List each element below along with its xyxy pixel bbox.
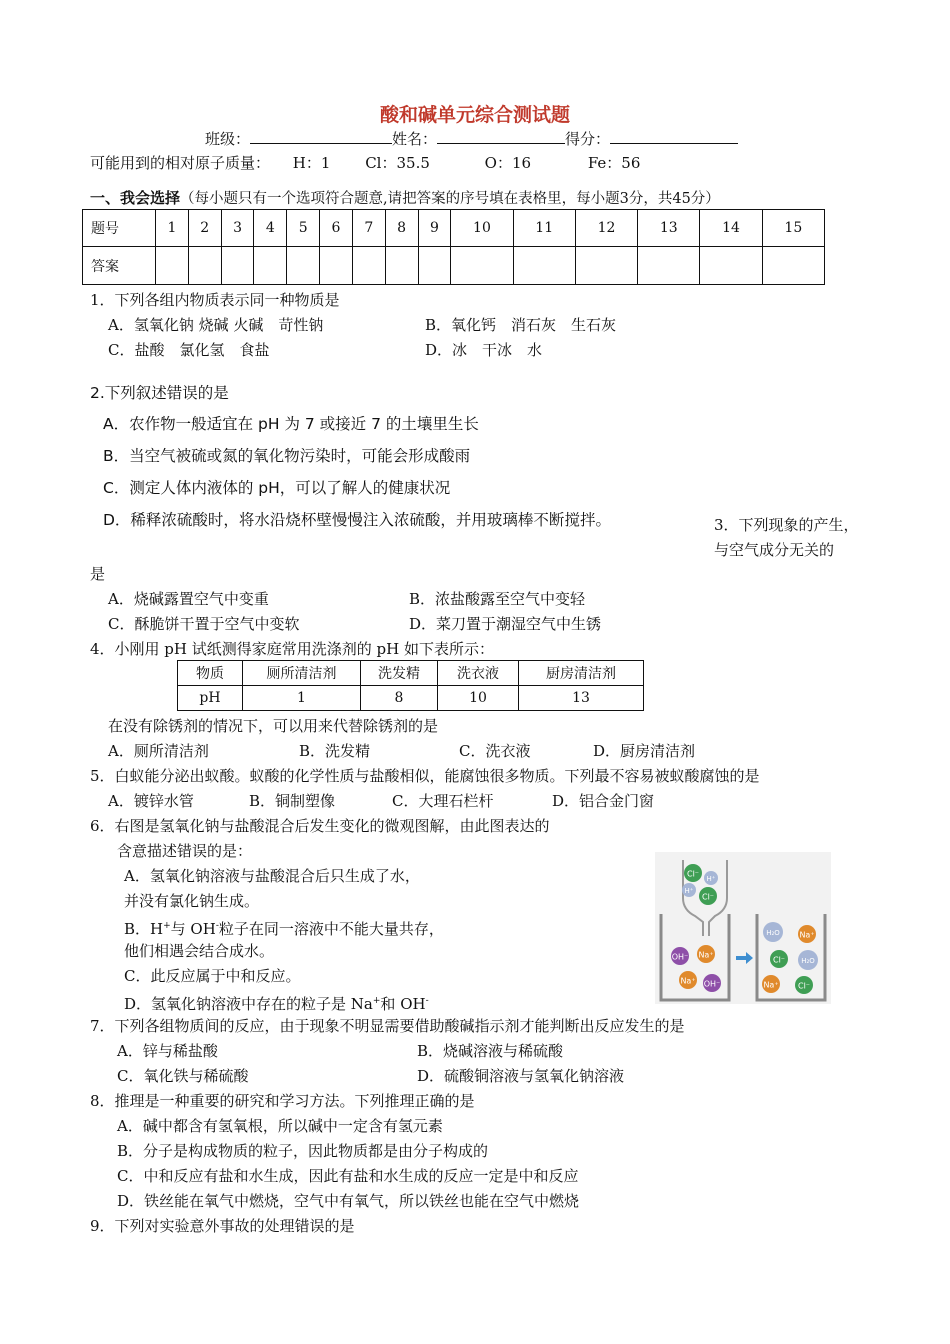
q4-header-cell: 厨房清洁剂 xyxy=(519,661,644,686)
answer-cell[interactable] xyxy=(575,247,637,285)
answer-cell[interactable] xyxy=(221,247,254,285)
number-cell: 12 xyxy=(575,210,637,247)
q6-option-b-line2: 他们相遇会结合成水。 xyxy=(124,942,275,960)
section-one-instructions: （每小题只有一个选项符合题意,请把答案的序号填在表格里，每小题3分，共45分） xyxy=(180,191,720,207)
q8-option-d: D．铁丝能在氧气中燃烧，空气中有氧气，所以铁丝也能在空气中燃烧 xyxy=(117,1192,580,1210)
number-cell: 3 xyxy=(221,210,254,247)
class-blank[interactable] xyxy=(250,128,392,144)
q6-option-d xyxy=(124,991,429,1014)
number-cell: 1 xyxy=(156,210,189,247)
answer-cell[interactable] xyxy=(188,247,221,285)
q4-header-cell: 洗衣液 xyxy=(438,661,519,686)
q4-header-cell: 厕所清洁剂 xyxy=(243,661,361,686)
q4-question: 在没有除锈剂的情况下，可以用来代替除锈剂的是 xyxy=(108,717,439,735)
number-cell: 7 xyxy=(352,210,385,247)
q8-option-b: B．分子是构成物质的粒子，因此物质都是由分子构成的 xyxy=(117,1142,489,1160)
number-cell: 15 xyxy=(762,210,824,247)
ion-label: H⁺ xyxy=(706,875,716,883)
q7-option-c: C．氧化铁与稀硫酸 xyxy=(117,1067,249,1085)
answer-cell[interactable] xyxy=(156,247,189,285)
number-cell: 8 xyxy=(385,210,418,247)
q4-option-a: A．厕所清洁剂 xyxy=(108,742,209,760)
q6-d-mid: 和 OH xyxy=(380,995,426,1013)
q5-stem: 5．白蚁能分泌出蚁酸。蚁酸的化学性质与盐酸相似，能腐蚀很多物质。下列最不容易被蚁酸腐蚀的是 xyxy=(90,767,760,785)
mass-fe: Fe：56 xyxy=(587,154,641,172)
answer-cell[interactable] xyxy=(254,247,287,285)
number-cell: 4 xyxy=(254,210,287,247)
q3-option-d: D．菜刀置于潮湿空气中生锈 xyxy=(409,615,602,633)
q8-option-c: C．中和反应有盐和水生成，因此有盐和水生成的反应一定是中和反应 xyxy=(117,1167,579,1185)
q4-option-d: D．厨房清洁剂 xyxy=(593,742,696,760)
q3-stem-part2: 与空气成分无关的 xyxy=(714,541,835,559)
ion-label: H₂O xyxy=(801,957,815,965)
q9-stem: 9．下列对实验意外事故的处理错误的是 xyxy=(90,1217,355,1235)
ion-label: Cl⁻ xyxy=(797,981,811,991)
q1-option-a: A．氢氧化钠 烧碱 火碱 苛性钠 xyxy=(108,316,324,334)
q5-option-d: D．铝合金门窗 xyxy=(552,792,655,810)
q3-option-c: C．酥脆饼干置于空气中变软 xyxy=(108,615,300,633)
number-cell: 14 xyxy=(700,210,762,247)
neutralization-diagram xyxy=(655,852,831,1004)
ion-label: Cl⁻ xyxy=(686,869,700,879)
q3-option-b: B．浓盐酸露至空气中变轻 xyxy=(409,590,586,608)
ion-label: OH⁻ xyxy=(703,979,721,989)
q4-option-c: C．洗衣液 xyxy=(459,742,531,760)
score-blank[interactable] xyxy=(610,128,738,144)
q3-stem-part1: 3．下列现象的产生， xyxy=(714,516,859,534)
q8-stem: 8．推理是一种重要的研究和学习方法。下列推理正确的是 xyxy=(90,1092,475,1110)
q4-table-ph-row xyxy=(178,686,644,711)
q3-option-a: A．烧碱露置空气中变重 xyxy=(108,590,269,608)
q6-option-b-line1 xyxy=(124,916,444,939)
mass-o: O：16 xyxy=(484,154,532,172)
q5-option-b: B．铜制塑像 xyxy=(249,792,336,810)
q6-d-sup2: - xyxy=(425,996,429,1006)
q4-header-cell: 物质 xyxy=(178,661,243,686)
q6-b-suffix: 粒子在同一溶液中不能大量共存， xyxy=(218,920,444,938)
q6-b-prefix: B．H xyxy=(124,920,164,938)
number-cell: 5 xyxy=(287,210,320,247)
q7-option-a: A．锌与稀盐酸 xyxy=(117,1042,218,1060)
answer-cell[interactable] xyxy=(513,247,575,285)
name-blank[interactable] xyxy=(437,128,565,144)
q6-d-sup1: + xyxy=(372,996,381,1006)
answer-cell[interactable] xyxy=(352,247,385,285)
number-cell: 6 xyxy=(320,210,353,247)
answer-cell[interactable] xyxy=(451,247,513,285)
q2-stem: 2.下列叙述错误的是 xyxy=(90,384,229,402)
ion-label: Na⁺ xyxy=(763,980,779,990)
q6-option-a-line2: 并没有氯化钠生成。 xyxy=(124,892,260,910)
q1-option-b: B．氧化钙 消石灰 生石灰 xyxy=(425,316,617,334)
section-one-heading xyxy=(90,188,720,209)
q2-option-b: B．当空气被硫或氮的氧化物污染时，可能会形成酸雨 xyxy=(103,447,471,465)
mass-h: H：1 xyxy=(292,154,331,172)
q4-ph-cell: 10 xyxy=(438,686,519,711)
answer-cell[interactable] xyxy=(320,247,353,285)
q4-table-header-row xyxy=(178,661,644,686)
q2-option-c: C．测定人体内液体的 pH，可以了解人的健康状况 xyxy=(103,479,451,497)
answer-table-number-row xyxy=(83,210,825,247)
answer-cell[interactable] xyxy=(638,247,700,285)
ion-label: H₂O xyxy=(766,929,780,937)
q1-option-d: D．冰 干冰 水 xyxy=(425,341,543,359)
q5-option-a: A．镀锌水管 xyxy=(108,792,194,810)
number-cell: 2 xyxy=(188,210,221,247)
ion-label: Cl⁻ xyxy=(701,892,715,902)
q7-option-b: B．烧碱溶液与稀硫酸 xyxy=(417,1042,564,1060)
q4-option-b: B．洗发精 xyxy=(299,742,371,760)
answer-row-label: 答案 xyxy=(83,247,156,285)
class-label: 班级： xyxy=(205,130,251,148)
mass-cl: Cl：35.5 xyxy=(365,154,430,172)
q6-b-sup2: - xyxy=(215,921,219,931)
q6-option-a-line1: A．氢氧化钠溶液与盐酸混合后只生成了水， xyxy=(124,867,420,885)
ion-label: H⁺ xyxy=(684,887,694,895)
q4-header-cell: 洗发精 xyxy=(361,661,438,686)
q4-ph-cell: pH xyxy=(178,686,243,711)
page-title: 酸和碱单元综合测试题 xyxy=(379,104,570,126)
ion-label: Na⁺ xyxy=(698,950,714,960)
number-row-label: 题号 xyxy=(83,210,156,247)
answer-cell[interactable] xyxy=(762,247,824,285)
q4-ph-cell: 1 xyxy=(243,686,361,711)
ion-label: Cl⁻ xyxy=(772,955,786,965)
q6-stem-line1: 6．右图是氢氧化钠与盐酸混合后发生变化的微观图解，由此图表达的 xyxy=(90,817,550,835)
answer-table xyxy=(82,209,825,285)
ion-label: Na⁺ xyxy=(799,930,815,940)
ion-label: Na⁺ xyxy=(680,976,696,986)
section-one-title: 一、我会选择 xyxy=(90,189,181,207)
q6-d-prefix: D．氢氧化钠溶液中存在的粒子是 Na xyxy=(124,995,373,1013)
student-info-line xyxy=(205,128,738,149)
number-cell: 10 xyxy=(451,210,513,247)
q6-option-c: C．此反应属于中和反应。 xyxy=(124,967,301,985)
number-cell: 13 xyxy=(638,210,700,247)
score-label: 得分： xyxy=(565,130,611,148)
q1-stem: 1．下列各组内物质表示同一种物质是 xyxy=(90,291,340,309)
q4-stem: 4．小刚用 pH 试纸测得家庭常用洗涤剂的 pH 如下表所示： xyxy=(90,640,494,658)
q6-b-sup1: + xyxy=(163,921,171,931)
q3-stem-part3: 是 xyxy=(90,565,106,583)
answer-cell[interactable] xyxy=(700,247,762,285)
answer-cell[interactable] xyxy=(418,247,451,285)
name-label: 姓名： xyxy=(392,130,438,148)
answer-cell[interactable] xyxy=(287,247,320,285)
number-cell: 9 xyxy=(418,210,451,247)
q1-option-c: C．盐酸 氯化氢 食盐 xyxy=(108,341,270,359)
atomic-mass-label: 可能用到的相对原子质量： xyxy=(90,154,271,172)
q7-stem: 7．下列各组物质间的反应，由于现象不明显需要借助酸碱指示剂才能判断出反应发生的是 xyxy=(90,1017,685,1035)
atomic-mass-line xyxy=(90,153,640,173)
answer-table-answer-row xyxy=(83,247,825,285)
q6-stem-line2: 含意描述错误的是： xyxy=(117,842,253,860)
number-cell: 11 xyxy=(513,210,575,247)
q4-ph-table xyxy=(177,660,644,711)
ion-label: OH⁻ xyxy=(671,952,689,962)
q2-option-a: A．农作物一般适宜在 pH 为 7 或接近 7 的土壤里生长 xyxy=(103,415,479,433)
q7-option-d: D．硫酸铜溶液与氢氧化钠溶液 xyxy=(417,1067,625,1085)
q5-option-c: C．大理石栏杆 xyxy=(392,792,494,810)
answer-cell[interactable] xyxy=(385,247,418,285)
q8-option-a: A．碱中都含有氢氧根，所以碱中一定含有氢元素 xyxy=(117,1117,443,1135)
q4-ph-cell: 13 xyxy=(519,686,644,711)
q4-ph-cell: 8 xyxy=(361,686,438,711)
q6-b-mid: 与 OH xyxy=(170,920,216,938)
q2-option-d: D．稀释浓硫酸时，将水沿烧杯壁慢慢注入浓硫酸，并用玻璃棒不断搅拌。 xyxy=(103,511,611,529)
